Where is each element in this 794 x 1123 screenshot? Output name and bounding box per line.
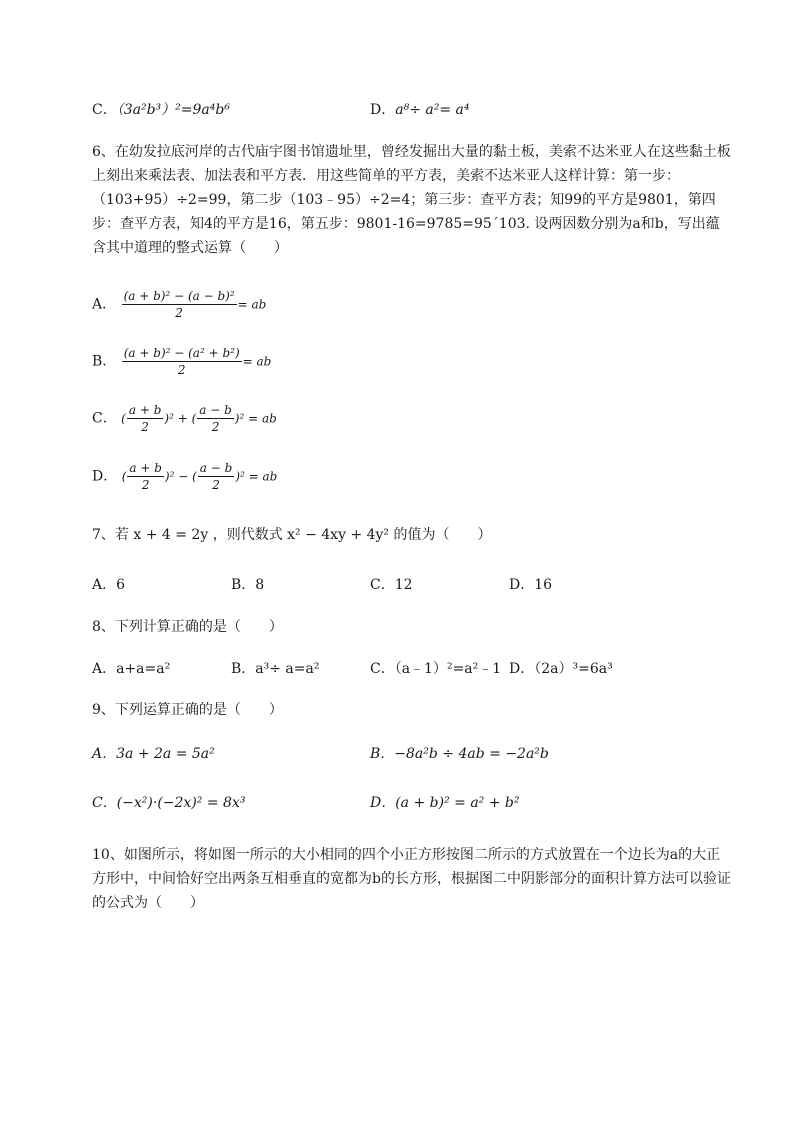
q9-option-b: B．−8a²b ÷ 4ab = −2a²b — [370, 746, 549, 762]
question-10-text: 10、如图所示，将如图一所示的大小相同的四个小正方形按图二所示的方式放置在一个边长为a的大正方形中，中间恰好空出两条互相垂直的宽都为b的长方形，根据图二中阴影部分的面积计算方法可以验证的公式为（ ） — [92, 847, 731, 911]
fraction — [197, 402, 234, 435]
denominator: 2 — [212, 478, 220, 492]
option-label: C． — [92, 410, 117, 427]
denominator: 2 — [175, 306, 183, 320]
q7-option-a: A．6 — [92, 577, 126, 593]
q7-option-d: D．16 — [509, 577, 553, 593]
option-label: C． — [92, 102, 117, 118]
q6-option-a — [92, 288, 266, 321]
q9-option-c: C．(−x²)·(−2x)² = 8x³ — [92, 795, 246, 811]
q8-option-a: A．a+a=a² — [92, 661, 171, 677]
q8-option-b: B．a³÷ a=a² — [231, 661, 320, 677]
numerator: a + b — [129, 461, 162, 475]
equation-rhs: ² = ab — [240, 469, 278, 484]
question-7-text: 7、若 x + 4 = 2y ，则代数式 x² − 4xy + 4y² 的值为（ ） — [92, 527, 492, 543]
denominator: 2 — [141, 478, 150, 492]
q7-option-c: C．12 — [370, 577, 413, 593]
numerator: a + b — [128, 403, 162, 417]
fraction — [198, 460, 235, 493]
fraction — [127, 402, 164, 435]
fraction — [122, 345, 242, 378]
denominator: 2 — [177, 363, 186, 377]
q7-option-b: B．8 — [231, 577, 265, 593]
option-label: D． — [370, 102, 396, 118]
option-label: A． — [92, 296, 117, 313]
question-9-text: 9、下列运算正确的是（ ） — [92, 702, 283, 718]
fraction — [127, 460, 164, 493]
numerator: a − b — [199, 403, 232, 417]
fraction — [122, 288, 237, 321]
q6-option-d: D． ( $\frac{a + b}{2}$ )² − ( $\frac{a - b}{2}$ )² = ab — [92, 461, 278, 492]
q6-option-b — [92, 345, 271, 378]
option-label: B． — [92, 353, 117, 370]
denominator: 2 — [141, 420, 149, 434]
question-8-text: 8、下列计算正确的是（ ） — [92, 619, 283, 635]
question-6-text: 6、在幼发拉底河岸的古代庙宇图书馆遗址里，曾经发掘出大量的黏土板，美索不达米亚人在这些黏土板上刻出来乘法表、加法表和平方表．用这些简单的平方表，美索不达米亚人这样计算：第一步：（103+95）÷2=99，第二步（103﹣95）÷2=4；第三步：查平方表；知99的平方是9801，第四步：查平方表，知4的平方是16，第五步：9801-16=9785=95´103. 设两因数分别为a和b，写出蕴含其中道理的整式运算（ ） — [92, 144, 731, 256]
q9-option-d: D．(a + b)² = a² + b² — [370, 795, 520, 811]
option-expression: a⁸÷ a²= a⁴ — [395, 102, 470, 118]
numerator: a − b — [199, 461, 233, 475]
q8-option-c: C．（a﹣1）²=a²﹣1 — [370, 661, 502, 677]
equation-rhs: = ab — [237, 297, 267, 312]
q5-option-d — [370, 100, 469, 120]
q9-option-a: A．3a + 2a = 5a² — [92, 746, 215, 762]
option-expression: （3a²b³）²=9a⁴b⁶ — [116, 102, 230, 118]
q6-option-c: C． ( $\frac{a + b}{2}$ )² + ( $\frac{a - b}{2}$ )² = ab — [92, 403, 277, 434]
equation-rhs: ² = ab — [239, 411, 277, 426]
option-label: D． — [92, 468, 118, 485]
operator: ² − ( — [169, 469, 197, 484]
denominator: 2 — [211, 420, 220, 434]
equation-rhs: = ab — [242, 354, 272, 369]
q5-option-c — [92, 100, 230, 120]
numerator: (a + b)² − (a² + b²) — [123, 346, 240, 360]
q8-option-d: D．（2a）³=6a³ — [509, 661, 613, 677]
numerator: (a + b)² − (a − b)² — [123, 289, 235, 303]
operator: ² + ( — [169, 411, 197, 426]
